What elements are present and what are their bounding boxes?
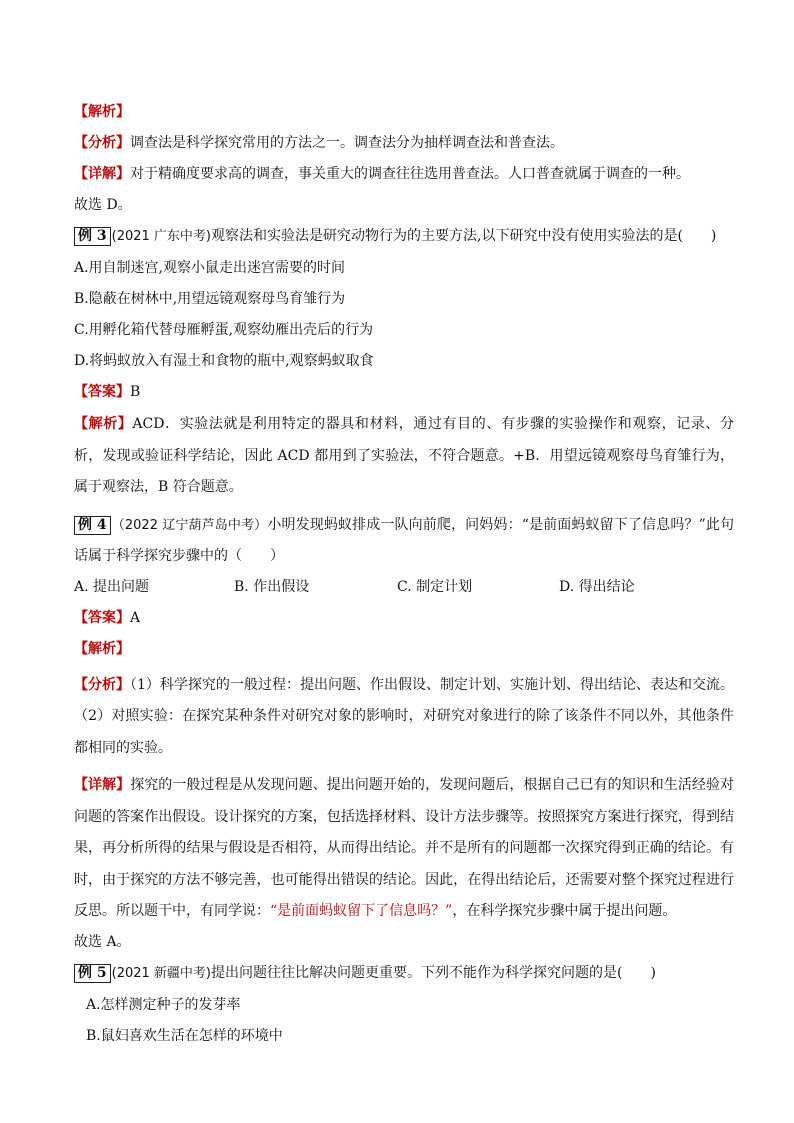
example-4-analysis-heading	[74, 639, 734, 659]
fenxi-tag: 【分析】	[74, 135, 130, 151]
example-5-stem	[74, 963, 734, 984]
example-3-option-c: C.用孵化箱代替母雁孵蛋,观察幼雁出壳后的行为	[74, 322, 374, 338]
analysis-xiangjie	[74, 164, 734, 184]
fenxi-text: （1）科学探究的一般过程：提出问题、作出假设、制定计划、实施计划、得出结论、表达和交流。（2）对照实验：在探究某种条件对研究对象的影响时，对研究对象进行的除了该条件不同以外，其他条件都相同的实验。	[74, 676, 735, 756]
example-5-source: (2021 新疆中考)	[111, 965, 211, 981]
example-4-fenxi	[74, 670, 734, 765]
example-3-option-b: B.隐蔽在树林中,用望远镜观察母鸟育雏行为	[74, 291, 346, 307]
document-page	[74, 102, 734, 1057]
example-3-analysis	[74, 409, 734, 504]
example-3-answer	[74, 382, 734, 402]
example-4-option-b: B. 作出假设	[234, 578, 310, 595]
example-4-answer	[74, 608, 734, 628]
example-5-option-a: A.怎样测定种子的发芽率	[86, 996, 241, 1013]
example-4-source: （2022 辽宁葫芦岛中考）	[111, 517, 268, 533]
example-4-answer-line: 故选 A。	[74, 933, 131, 950]
example-3-option-d: D.将蚂蚁放入有湿土和食物的瓶中,观察蚂蚁取食	[74, 353, 374, 369]
example-3-label: 例 3	[74, 227, 111, 246]
example-4-option-d: D. 得出结论	[559, 578, 635, 595]
xiangjie-tail: ，在科学探究步骤中属于提出问题。	[452, 903, 677, 919]
answer-value: B	[130, 384, 141, 400]
example-5-option-b: B.鼠妇喜欢生活在怎样的环境中	[86, 1027, 283, 1044]
example-3-source: (2021 广东中考)	[111, 229, 211, 244]
example-4-option-a: A. 提出问题	[74, 578, 150, 595]
xiangjie-quote: “是前面蚂蚁留下了信息吗？”	[270, 903, 453, 919]
xiangjie-tag: 【详解】	[74, 166, 130, 182]
analysis-text: ACD．实验法就是利用特定的器具和材料，通过有目的、有步骤的实验操作和观察，记录、分析，发现或验证科学结论，因此 ACD 都用到了实验法，不符合题意。+B．用望远镜观察母鸟育雏行为，属于观察法，B 符合题意。	[74, 416, 735, 495]
example-4-label: 例 4	[74, 516, 111, 535]
answer-value: A	[130, 609, 141, 626]
analysis-heading	[74, 102, 734, 122]
example-3-question: 观察法和实验法是研究动物行为的主要方法,以下研究中没有使用实验法的是( )	[211, 228, 717, 244]
example-4-xiangjie	[74, 770, 734, 928]
fenxi-text: 调查法是科学探究常用的方法之一。调查法分为抽样调查法和普查法。	[130, 135, 564, 151]
example-5-label: 例 5	[74, 964, 111, 983]
example-3-stem	[74, 226, 734, 247]
xiangjie-tag: 【详解】	[74, 777, 131, 793]
analysis-tag: 【解析】	[74, 416, 133, 432]
analysis-tag: 【解析】	[74, 104, 130, 120]
xiangjie-text: 探究的一般过程是从发现问题、提出问题开始的，发现问题后，根据自己已有的知识和生活经验对问题的答案作出假设。设计探究的方案，包括选择材料、设计方法步骤等。按照探究方案进行探究，得到结果，再分析所得的结果与假设是否相符，从而得出结论。并不是所有的问题都一次探究得到正确的结论。有时，由于探究的方法不够完善，也可能得出错误的结论。因此，在得出结论后，还需要对整个探究过程进行反思。所以题干中，有同学说：	[74, 777, 735, 919]
analysis-fenxi	[74, 133, 734, 153]
example-4-question: 小明发现蚂蚁排成一队向前爬，问妈妈：“是前面蚂蚁留下了信息吗？”此句话属于科学探究步骤中的（ ）	[74, 516, 735, 564]
example-4-option-c: C. 制定计划	[397, 578, 473, 595]
answer-line: 故选 D。	[74, 197, 132, 213]
example-4-options	[74, 577, 734, 597]
analysis-tag: 【解析】	[74, 640, 130, 657]
xiangjie-text: 对于精确度要求高的调查，事关重大的调查往往选用普查法。人口普查就属于调查的一种。	[130, 166, 690, 182]
answer-tag: 【答案】	[74, 384, 130, 400]
fenxi-tag: 【分析】	[74, 676, 131, 693]
answer-tag: 【答案】	[74, 609, 130, 626]
example-4-stem	[74, 510, 734, 573]
example-5-question: 提出问题往往比解决问题更重要。下列不能作为科学探究问题的是( )	[211, 964, 656, 981]
example-3-option-a: A.用自制迷宫,观察小鼠走出迷宫需要的时间	[74, 260, 346, 276]
